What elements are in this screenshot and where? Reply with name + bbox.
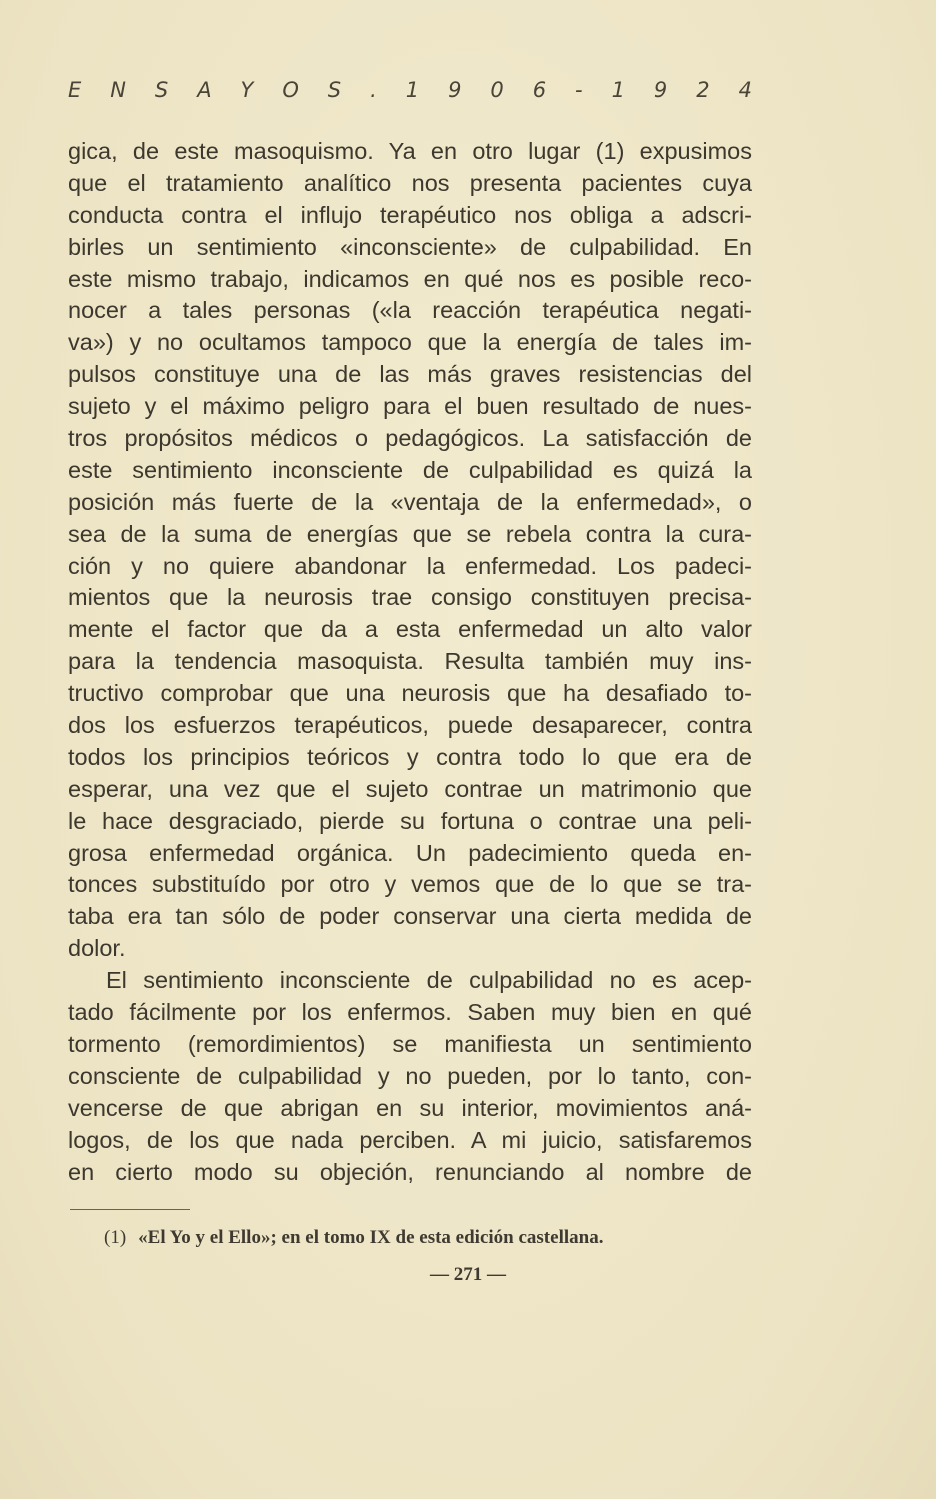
text-line: mente el factor que da a esta enfermedad un alto valor	[68, 616, 752, 643]
text-line: en cierto modo su objeción, renunciando al nombre de	[68, 1158, 752, 1185]
header-letter: Y	[240, 78, 254, 102]
header-letter: 1	[405, 78, 420, 102]
footnote-mark: (1)	[104, 1227, 127, 1248]
text-line: mientos que la neurosis trae consigo constituyen precisa-	[68, 584, 752, 611]
text-line: El sentimiento inconsciente de culpabilidad no es acep-	[106, 967, 752, 994]
text-line: pulsos constituye una de las más graves resistencias del	[68, 361, 752, 388]
header-letter: 9	[653, 78, 668, 102]
text-line: logos, de los que nada perciben. A mi juicio, satisfaremos	[68, 1126, 752, 1153]
text-line: que el tratamiento analítico nos presenta pacientes cuya	[68, 169, 752, 196]
text-line: birles un sentimiento «inconsciente» de culpabilidad. En	[68, 233, 752, 260]
running-header	[68, 78, 752, 102]
header-letter: 6	[532, 78, 547, 102]
text-line: posición más fuerte de la «ventaja de la enfermedad», o	[68, 488, 752, 515]
header-letter: .	[370, 78, 377, 102]
text-line: taba era tan sólo de poder conservar una cierta medida de	[68, 903, 752, 930]
footnote-text: «El Yo y el Ello»; en el tomo IX de esta edición castellana.	[138, 1227, 604, 1248]
text-line: grosa enfermedad orgánica. Un padecimiento queda en-	[68, 839, 752, 866]
header-letter: 4	[738, 78, 752, 102]
text-line: este sentimiento inconsciente de culpabilidad es quizá la	[68, 456, 752, 483]
header-letter: 0	[490, 78, 504, 102]
footnote-rule	[70, 1209, 190, 1210]
header-letter: E	[68, 78, 82, 102]
header-letter: N	[110, 78, 126, 102]
text-line: tros propósitos médicos o pedagógicos. La satisfacción de	[68, 425, 752, 452]
footnote	[104, 1227, 754, 1249]
text-line: consciente de culpabilidad y no pueden, por lo tanto, con-	[68, 1062, 752, 1089]
text-line: tonces substituído por otro y vemos que de lo que se tra-	[68, 871, 752, 898]
header-letter: S	[327, 78, 342, 102]
text-line: sea de la suma de energías que se rebela contra la cura-	[68, 520, 752, 547]
text-line: sujeto y el máximo peligro para el buen resultado de nues-	[68, 393, 752, 420]
header-letter: O	[282, 78, 299, 102]
header-letter: 1	[611, 78, 625, 102]
text-line: dolor.	[68, 935, 126, 962]
header-letter: 2	[696, 78, 710, 102]
text-line: tormento (remordimientos) se manifiesta un sentimiento	[68, 1030, 752, 1057]
header-letter: 9	[448, 78, 462, 102]
text-line: todos los principios teóricos y contra todo lo que era de	[68, 743, 752, 770]
text-line: tado fácilmente por los enfermos. Saben muy bien en qué	[68, 999, 752, 1026]
text-line: conducta contra el influjo terapéutico nos obliga a adscri-	[68, 201, 752, 228]
text-line: dos los esfuerzos terapéuticos, puede desaparecer, contra	[68, 712, 752, 739]
header-letter: -	[575, 78, 583, 102]
text-line: gica, de este masoquismo. Ya en otro lugar (1) expusimos	[68, 138, 752, 164]
text-line: ción y no quiere abandonar la enfermedad. Los padeci-	[68, 552, 752, 579]
header-letter: S	[154, 78, 169, 102]
body-text	[68, 136, 752, 1188]
header-letter: A	[197, 78, 212, 102]
text-line: va») y no ocultamos tampoco que la energía de tales im-	[68, 329, 752, 356]
text-line: nocer a tales personas («la reacción terapéutica negati-	[68, 297, 752, 324]
text-line: para la tendencia masoquista. Resulta también muy ins-	[68, 648, 752, 675]
text-line: esperar, una vez que el sujeto contrae un matrimonio que	[68, 775, 752, 802]
page-number: — 271 —	[430, 1264, 506, 1285]
text-line: vencerse de que abrigan en su interior, movimientos aná-	[68, 1094, 752, 1121]
text-line: este mismo trabajo, indicamos en qué nos es posible reco-	[68, 265, 752, 292]
text-line: tructivo comprobar que una neurosis que ha desafiado to-	[68, 680, 752, 707]
text-line: le hace desgraciado, pierde su fortuna o contrae una peli-	[68, 807, 752, 834]
